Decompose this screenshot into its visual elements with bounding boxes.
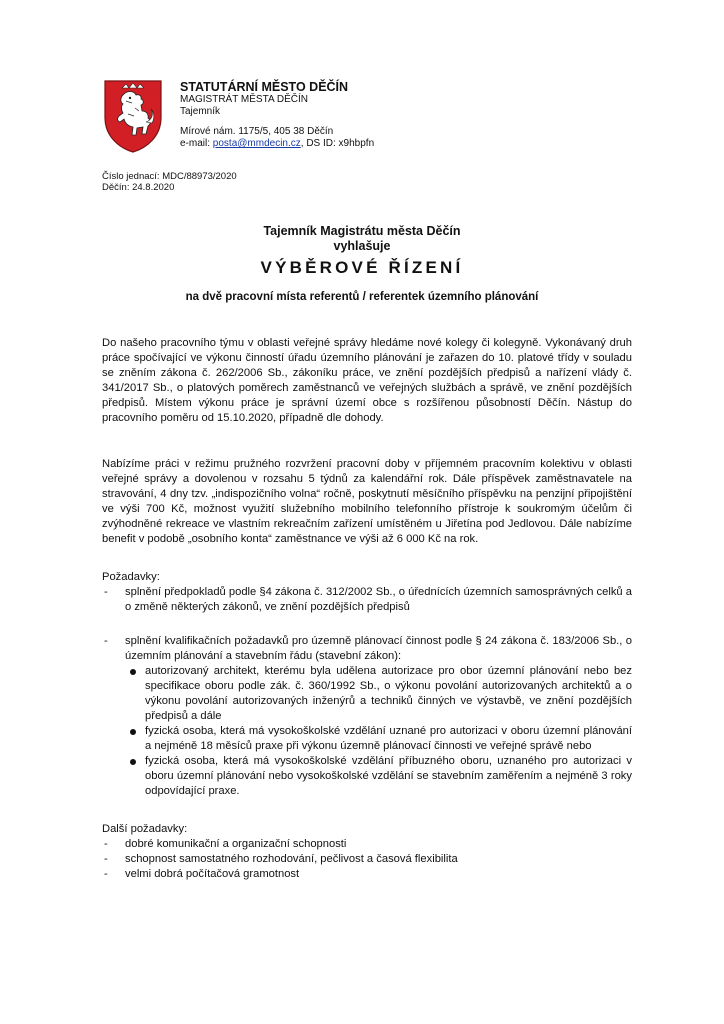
other-requirement-item: - dobré komunikační a organizační schopnosti	[102, 837, 632, 852]
document-subtitle: na dvě pracovní místa referentů / referentek územního plánování	[185, 291, 539, 303]
department-name: Tajemník	[180, 106, 221, 117]
requirements-list	[102, 585, 632, 615]
reference-block	[102, 171, 237, 193]
data-box-id: , DS ID: x9hbpfn	[300, 138, 375, 149]
requirement-item: - splnění předpokladů podle §4 zákona č. 312/2002 Sb., o úřednících územních samosprávných celků a o změně některých zákonů, ve znění pozdějších předpisů	[102, 585, 632, 615]
announcer: Tajemník Magistrátu města Děčín	[263, 224, 461, 238]
address: Mírové nám. 1175/5, 405 38 Děčín	[180, 126, 334, 137]
contact-line	[180, 138, 374, 150]
office-name: MAGISTRÁT MĚSTA DĚČÍN	[180, 94, 308, 105]
qualification-block	[102, 634, 632, 799]
city-coat-of-arms-icon	[102, 78, 164, 154]
email-label: e-mail:	[180, 138, 213, 149]
org-name: STATUTÁRNÍ MĚSTO DĚČÍN	[180, 80, 349, 94]
letterhead	[180, 80, 374, 150]
offer-paragraph: Nabízíme práci v režimu pružného rozvržení pracovní doby v příjemném pracovním kolektivu v oblasti veřejné správy a dovolenou v rozsahu 5 týdnů za kalendářní rok. Dále příspěvek zaměstnavatele na stravování, 4 dny tzv. „indispozičního volna“ ročně, poskytnutí měsíčního příspěvku na penzijní připojištění ve výši 700 Kč, možnost využití služebního mobilního telefonního přístroje k soukromým účelům či zvýhodněné rekreace ve vlastním rekreačním zařízení umístěném u Jiřetína pod Jedlovou. Dále nabízíme benefit v podobě „osobního konta“ zaměstnance ve výši až 6 000 Kč na rok.	[102, 458, 632, 545]
email-link[interactable]: posta@mmdecin.cz	[212, 138, 301, 149]
requirement-item: - splnění kvalifikačních požadavků pro územně plánovací činnost podle § 24 zákona č. 183/2006 Sb., o územním plánování a stavebním řádu (stavební zákon):	[102, 634, 632, 664]
other-requirements-list	[102, 837, 632, 882]
announces-word: vyhlašuje	[333, 239, 391, 253]
requirements-heading: Požadavky:	[102, 571, 160, 583]
other-requirements-heading: Další požadavky:	[102, 823, 188, 835]
intro-paragraph: Do našeho pracovního týmu v oblasti veřejné správy hledáme nové kolegy či kolegyně. Vykonávaný druh práce spočívající ve výkonu činností úřadu územního plánování je zařazen do 10. platové třídy v souladu se zněním zákona č. 262/2006 Sb., zákoníku práce, ve znění pozdějších předpisů a nařízení vlády č. 341/2017 Sb., o platových poměrech zaměstnanců ve veřejných službách a správě, ve znění pozdějších předpisů. Místem výkonu práce je správní území obce s rozšířenou působností Děčín. Nástup do pracovního poměru od 15.10.2020, případně dle dohody.	[102, 337, 632, 424]
reference-date: Děčín: 24.8.2020	[102, 182, 175, 193]
other-requirement-item: - velmi dobrá počítačová gramotnost	[102, 867, 632, 882]
other-requirement-item: - schopnost samostatného rozhodování, pečlivost a časová flexibilita	[102, 852, 632, 867]
document-title: VÝBĚROVÉ ŘÍZENÍ	[260, 258, 464, 277]
qualification-item: fyzická osoba, která má vysokoškolské vzdělání uznané pro autorizaci v oboru územní plánování a nejméně 18 měsíců praxe při výkonu územně plánovací činnosti ve veřejné správě nebo	[125, 724, 632, 754]
qualification-item: autorizovaný architekt, kterému byla udělena autorizace pro obor územní plánování nebo bez specifikace oboru podle zák. č. 360/1992 Sb., o výkonu povolání autorizovaných architektů a o výkonu povolání autorizovaných inženýrů a techniků činných ve výstavbě, ve znění pozdějších předpisů a dále	[125, 664, 632, 724]
announcer-block	[0, 224, 724, 254]
reference-number: Číslo jednací: MDC/88973/2020	[102, 171, 237, 182]
qualification-list	[125, 664, 632, 799]
qualification-item: fyzická osoba, která má vysokoškolské vzdělání příbuzného oboru, uznaného pro autorizaci v oboru územní plánování nebo vysokoškolské vzdělání se stavebním zaměřením a nejméně 3 roky odpovídající praxe.	[125, 754, 632, 799]
